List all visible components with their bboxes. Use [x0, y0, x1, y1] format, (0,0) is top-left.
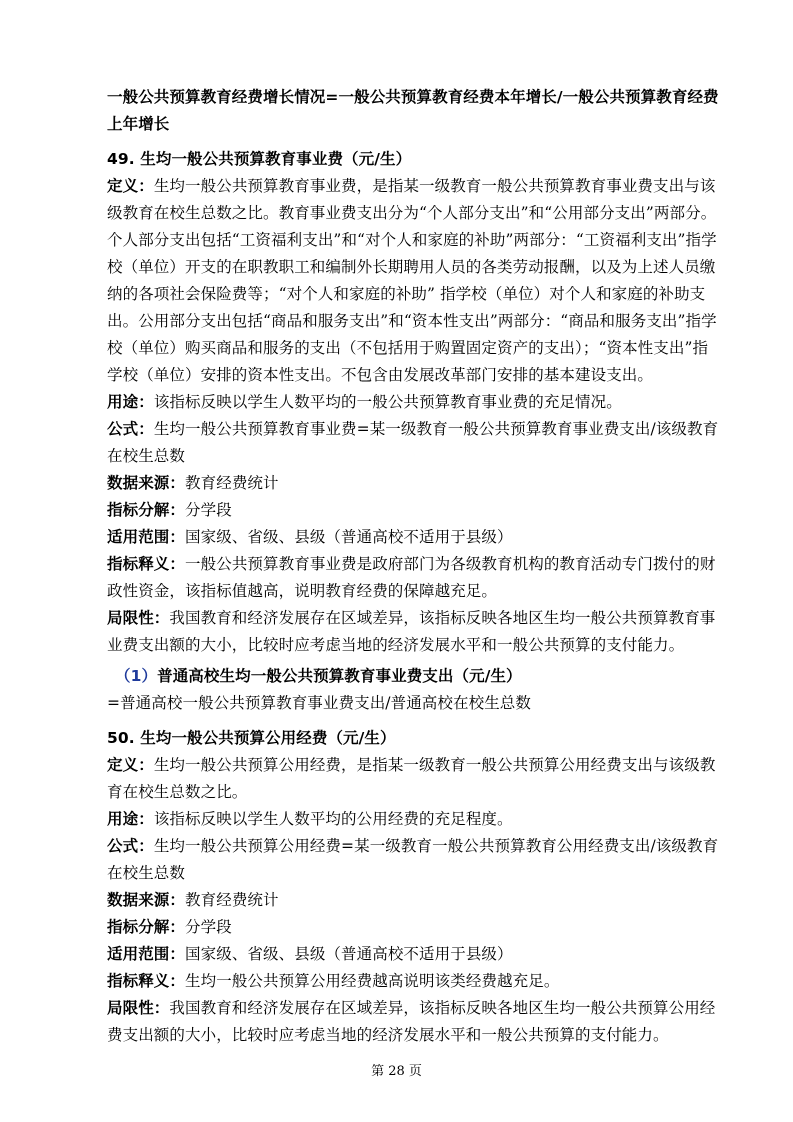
use-text: 该指标反映以学生人数平均的公用经费的充足程度。	[153, 810, 513, 828]
scope-text: 国家级、省级、县级（普通高校不适用于县级）	[185, 945, 513, 963]
formula-label: 公式：	[107, 420, 154, 438]
interpretation-label: 指标释义：	[107, 972, 186, 990]
section-49-definition	[107, 173, 719, 389]
section-50-definition	[107, 752, 719, 806]
scope-text: 国家级、省级、县级（普通高校不适用于县级）	[185, 528, 513, 546]
source-label: 数据来源：	[107, 474, 186, 492]
definition-text: 生均一般公共预算教育事业费，是指某一级教育一般公共预算教育事业费支出与该级教育在校生总数之比。教育事业费支出分为“个人部分支出”和“公用部分支出”两部分。个人部分支出包括“工资福利支出”和“对个人和家庭的补助”两部分：“工资福利支出”指学校（单位）开支的在职教职工和编制外长期聘用人员的各类劳动报酬，以及为上述人员缴纳的各项社会保险费等；“对个人和家庭的补助” 指学校（单位）对个人和家庭的补助支出。公用部分支出包括“商品和服务支出”和“资本性支出”两部分：“商品和服务支出”指学校（单位）购买商品和服务的支出（不包括用于购置固定资产的支出）；“资本性支出”指学校（单位）安排的资本性支出。不包含由发展改革部门安排的基本建设支出。	[107, 177, 717, 384]
section-49-sub1-formula: =普通高校一般公共预算教育事业费支出/普通高校在校生总数	[107, 694, 532, 712]
breakdown-text: 分学段	[185, 501, 232, 519]
scope-label: 适用范围：	[107, 528, 186, 546]
section-49-title: 49. 生均一般公共预算教育事业费（元/生）	[107, 150, 412, 168]
section-50-source	[107, 887, 719, 914]
breakdown-label: 指标分解：	[107, 918, 186, 936]
formula-text: 生均一般公共预算公用经费=某一级教育一般公共预算教育公用经费支出/该级教育在校生总数	[107, 837, 719, 882]
section-50-limitation	[107, 995, 719, 1049]
section-49-scope	[107, 524, 719, 551]
section-49-sub1-title	[107, 663, 719, 690]
formula-text: 生均一般公共预算教育事业费=某一级教育一般公共预算教育事业费支出/该级教育在校生总数	[107, 420, 719, 465]
section-50-formula	[107, 833, 719, 887]
definition-label: 定义：	[107, 177, 154, 195]
breakdown-text: 分学段	[185, 918, 232, 936]
section-49-interpretation	[107, 551, 719, 605]
definition-label: 定义：	[107, 756, 154, 774]
source-text: 教育经费统计	[185, 474, 279, 492]
source-text: 教育经费统计	[185, 891, 279, 909]
section-50-scope	[107, 941, 719, 968]
section-49-breakdown	[107, 497, 719, 524]
section-49-source	[107, 470, 719, 497]
page-number: 第 28 页	[371, 1064, 422, 1079]
use-text: 该指标反映以学生人数平均的一般公共预算教育事业费的充足情况。	[153, 393, 622, 411]
interpretation-text: 一般公共预算教育事业费是政府部门为各级教育机构的教育活动专门拨付的财政性资金，该指标值越高，说明教育经费的保障越充足。	[107, 555, 716, 600]
breakdown-label: 指标分解：	[107, 501, 186, 519]
section-49-formula	[107, 416, 719, 470]
use-label: 用途：	[107, 393, 154, 411]
limitation-text: 我国教育和经济发展存在区域差异，该指标反映各地区生均一般公共预算公用经费支出额的大小，比较时应考虑当地的经济发展水平和一般公共预算的支付能力。	[107, 999, 716, 1044]
section-50-title: 50. 生均一般公共预算公用经费（元/生）	[107, 729, 396, 747]
sub1-number: （1）	[115, 667, 158, 685]
section-49-use	[107, 389, 719, 416]
definition-text: 生均一般公共预算公用经费，是指某一级教育一般公共预算公用经费支出与该级教育在校生总数之比。	[107, 756, 716, 801]
intro-formula: 一般公共预算教育经费增长情况=一般公共预算教育经费本年增长/一般公共预算教育经费上年增长	[107, 88, 719, 133]
interpretation-text: 生均一般公共预算公用经费越高说明该类经费越充足。	[185, 972, 560, 990]
interpretation-label: 指标释义：	[107, 555, 186, 573]
scope-label: 适用范围：	[107, 945, 186, 963]
section-49-limitation	[107, 605, 719, 659]
section-50-breakdown	[107, 914, 719, 941]
source-label: 数据来源：	[107, 891, 186, 909]
page-content	[107, 84, 719, 1049]
sub1-title-text: 普通高校生均一般公共预算教育事业费支出（元/生）	[157, 667, 522, 685]
limitation-label: 局限性：	[107, 609, 170, 627]
use-label: 用途：	[107, 810, 154, 828]
formula-label: 公式：	[107, 837, 154, 855]
section-50-interpretation	[107, 968, 719, 995]
section-50-use	[107, 806, 719, 833]
limitation-label: 局限性：	[107, 999, 170, 1017]
limitation-text: 我国教育和经济发展存在区域差异，该指标反映各地区生均一般公共预算教育事业费支出额的大小，比较时应考虑当地的经济发展水平和一般公共预算的支付能力。	[107, 609, 716, 654]
